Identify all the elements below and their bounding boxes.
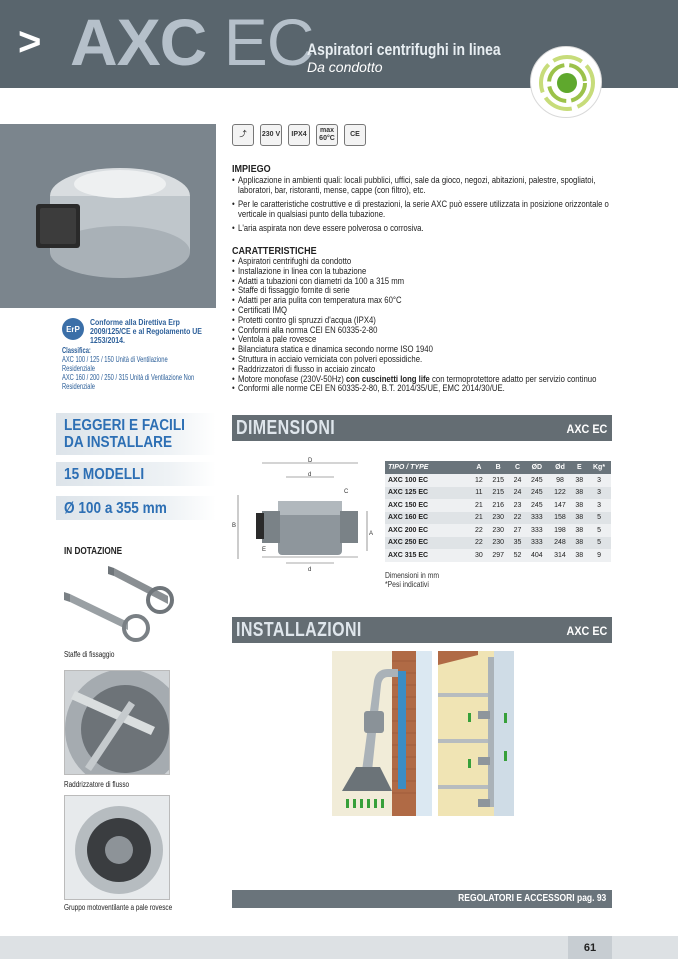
table-cell: 230: [487, 512, 510, 525]
voltage-icon: 230 V: [260, 124, 282, 146]
list-item: • L'aria aspirata non deve essere polverosa o corrosiva.: [232, 223, 615, 233]
table-cell: 147: [548, 499, 571, 512]
erp-title: Conforme alla Direttiva Erp 2009/125/CE e al Regolamento UE 1253/2014.: [90, 317, 202, 345]
table-cell: 24: [510, 474, 525, 487]
dimensioni-header: [232, 415, 612, 441]
list-item: • Certificati IMQ: [232, 306, 615, 316]
feature-install: [56, 413, 216, 455]
table-row: [385, 537, 611, 550]
ipx4-icon: IPX4: [288, 124, 310, 146]
list-item: • Installazione in linea con la tubazione: [232, 267, 615, 277]
erp-badge-icon: ErP: [62, 318, 84, 340]
table-cell: 38: [572, 499, 587, 512]
model-cell: AXC 150 EC: [385, 499, 471, 512]
table-cell: 24: [510, 487, 525, 500]
caption-motor-unit: Gruppo motoventilante a pale rovesce: [64, 903, 173, 912]
feature-diameter: [56, 496, 216, 520]
table-cell: 230: [487, 524, 510, 537]
dimensioni-model: AXC EC: [566, 422, 607, 436]
erp-class-line: AXC 160 / 200 / 250 / 315 Unità di Ventilazione Non Residenziale: [62, 373, 195, 391]
model-cell: AXC 125 EC: [385, 487, 471, 500]
table-cell: 245: [525, 499, 548, 512]
flow-straightener-image: [64, 670, 170, 775]
caratteristiche-title: CARATTERISTICHE: [232, 245, 317, 257]
table-header: E: [572, 461, 587, 474]
installation-kitchen-image: [332, 651, 432, 816]
feature-text: 15 MODELLI: [64, 466, 145, 483]
list-item: • Applicazione in ambienti quali: locali pubblici, uffici, sale da gioco, negozi, abitazioni, palestre, spogliatoi, laboratori, bar, ristoranti, mense, cappe (con filtro), etc.: [232, 175, 615, 195]
diagram-label-d: d: [308, 472, 312, 478]
erp-classification: [62, 346, 199, 391]
table-cell: 38: [572, 512, 587, 525]
table-cell: 245: [525, 487, 548, 500]
product-subtitle: Aspiratori centrifughi in linea: [307, 40, 501, 59]
table-cell: 98: [548, 474, 571, 487]
list-item: • Aspiratori centrifughi da condotto: [232, 257, 615, 267]
list-item: • Per le caratteristiche costruttive e di prestazioni, la serie AXC può essere utilizzata in posizione orizzontale o verticale in qualsiasi punto della tubazione.: [232, 199, 615, 219]
feature-text: DA INSTALLARE: [64, 434, 173, 451]
table-cell: 333: [525, 524, 548, 537]
table-cell: 9: [587, 549, 611, 562]
dimension-table: [385, 461, 611, 562]
table-header: A: [471, 461, 486, 474]
table-cell: 12: [471, 474, 486, 487]
table-row: [385, 512, 611, 525]
table-header: C: [510, 461, 525, 474]
table-cell: 333: [525, 537, 548, 550]
model-cell: AXC 160 EC: [385, 512, 471, 525]
motor-text-post: con termoprotettore adatto per servizio continuo: [429, 373, 597, 384]
table-cell: 216: [487, 499, 510, 512]
table-cell: 27: [510, 524, 525, 537]
table-cell: 38: [572, 524, 587, 537]
table-cell: 3: [587, 487, 611, 500]
table-cell: 404: [525, 549, 548, 562]
table-cell: 5: [587, 537, 611, 550]
list-item: • Ventola a pale rovesce: [232, 335, 615, 345]
diagram-label-D: D: [308, 458, 313, 464]
list-item: • Conformi alle norme CEI EN 60335-2-80, B.T. 2014/35/UE, EMC 2014/30/UE.: [232, 384, 615, 394]
installazioni-header: [232, 617, 612, 643]
table-cell: 38: [572, 549, 587, 562]
table-row: [385, 549, 611, 562]
diagram-label-d-bottom: d: [308, 567, 312, 573]
model-cell: AXC 250 EC: [385, 537, 471, 550]
table-cell: 5: [587, 512, 611, 525]
chevron-right-icon: >: [18, 20, 42, 64]
product-title: [70, 6, 313, 78]
table-cell: 38: [572, 487, 587, 500]
note-weights: *Pesi indicativi: [385, 580, 429, 589]
table-cell: 5: [587, 524, 611, 537]
accessories-bar[interactable]: [232, 890, 612, 908]
feature-text: LEGGERI E FACILI: [64, 417, 185, 434]
model-cell: AXC 200 EC: [385, 524, 471, 537]
impiego-list: [232, 175, 615, 233]
page-number: 61: [568, 936, 612, 959]
table-row: [385, 487, 611, 500]
motor-text: Motore monofase (230V-50Hz): [238, 373, 347, 384]
table-cell: 21: [471, 499, 486, 512]
table-cell: 248: [548, 537, 571, 550]
table-cell: 23: [510, 499, 525, 512]
list-item: • Adatti a tubazioni con diametri da 100 a 315 mm: [232, 277, 615, 287]
caratteristiche-section: [232, 245, 672, 394]
table-cell: 245: [525, 474, 548, 487]
caption-brackets: Staffe di fissaggio: [64, 650, 115, 659]
table-header: ØD: [525, 461, 548, 474]
table-header: Ød: [548, 461, 571, 474]
caption-flow-straightener: Raddrizzatore di flusso: [64, 780, 130, 789]
brackets-image: [64, 560, 174, 646]
table-cell: 333: [525, 512, 548, 525]
list-item: • Protetti contro gli spruzzi d'acqua (IPX4): [232, 316, 615, 326]
product-title-light: EC: [223, 5, 314, 79]
list-item: • Adatti per aria pulita con temperatura max 60°C: [232, 296, 615, 306]
max-temp-icon: max 60°C: [316, 124, 338, 146]
list-item: • Struttura in acciaio verniciata con polveri epossidiche.: [232, 355, 615, 365]
table-cell: 158: [548, 512, 571, 525]
ce-icon: CE: [344, 124, 366, 146]
erp-class-line: AXC 100 / 125 / 150 Unità di Ventilazione Residenziale: [62, 355, 168, 373]
dimension-notes: [385, 571, 439, 589]
table-cell: 11: [471, 487, 486, 500]
installazioni-title: INSTALLAZIONI: [236, 619, 362, 641]
certification-icons: [232, 124, 366, 146]
accessories-link[interactable]: REGOLATORI E ACCESSORI pag. 93: [457, 893, 606, 904]
table-header: Kg*: [587, 461, 611, 474]
list-item: • Raddrizzatori di flusso in acciaio zincato: [232, 365, 615, 375]
impiego-title: IMPIEGO: [232, 163, 271, 175]
dimensioni-title: DIMENSIONI: [236, 417, 336, 439]
table-cell: 38: [572, 537, 587, 550]
list-item: • Conformi alla norma CEI EN 60335-2-80: [232, 326, 615, 336]
feature-text: Ø 100 a 355 mm: [64, 500, 167, 517]
diagram-label-A: A: [369, 531, 374, 537]
table-header: B: [487, 461, 510, 474]
table-cell: 22: [471, 537, 486, 550]
product-photo: [0, 124, 216, 308]
diagram-label-B: B: [232, 523, 237, 529]
table-header-row: [385, 461, 611, 474]
table-cell: 52: [510, 549, 525, 562]
table-cell: 3: [587, 474, 611, 487]
table-cell: 230: [487, 537, 510, 550]
impiego-section: [232, 163, 672, 233]
table-cell: 22: [471, 524, 486, 537]
table-cell: 314: [548, 549, 571, 562]
table-row: [385, 524, 611, 537]
brand-logo-icon: [530, 46, 602, 118]
table-cell: 297: [487, 549, 510, 562]
list-item: • Staffe di fissaggio fornite di serie: [232, 286, 615, 296]
note-units: Dimensioni in mm: [385, 571, 440, 580]
table-cell: 38: [572, 474, 587, 487]
model-cell: AXC 100 EC: [385, 474, 471, 487]
table-header: TIPO / TYPE: [385, 461, 471, 474]
table-cell: 22: [510, 512, 525, 525]
erp-class-title: Classifica:: [62, 346, 91, 355]
duct-fan-icon: ⤴: [232, 124, 254, 146]
table-row: [385, 474, 611, 487]
table-cell: 215: [487, 487, 510, 500]
product-subtitle-2: Da condotto: [307, 59, 383, 75]
table-cell: 215: [487, 474, 510, 487]
diagram-label-C: C: [344, 489, 349, 495]
product-title-bold: AXC: [70, 5, 207, 79]
table-cell: 122: [548, 487, 571, 500]
table-cell: 3: [587, 499, 611, 512]
motor-text-bold: con cuscinetti long life: [346, 373, 430, 384]
list-item: • Bilanciatura statica e dinamica secondo norme ISO 1940: [232, 345, 615, 355]
model-cell: AXC 315 EC: [385, 549, 471, 562]
table-cell: 198: [548, 524, 571, 537]
caratteristiche-list: [232, 257, 615, 394]
table-cell: 35: [510, 537, 525, 550]
in-dotazione-title: IN DOTAZIONE: [64, 546, 123, 557]
installation-building-image: [438, 651, 514, 816]
diagram-label-E: E: [262, 547, 267, 553]
dimension-diagram: [232, 455, 382, 575]
table-row: [385, 499, 611, 512]
feature-models: [56, 462, 216, 486]
motor-unit-image: [64, 795, 170, 900]
table-cell: 30: [471, 549, 486, 562]
installazioni-model: AXC EC: [566, 624, 607, 638]
table-cell: 21: [471, 512, 486, 525]
